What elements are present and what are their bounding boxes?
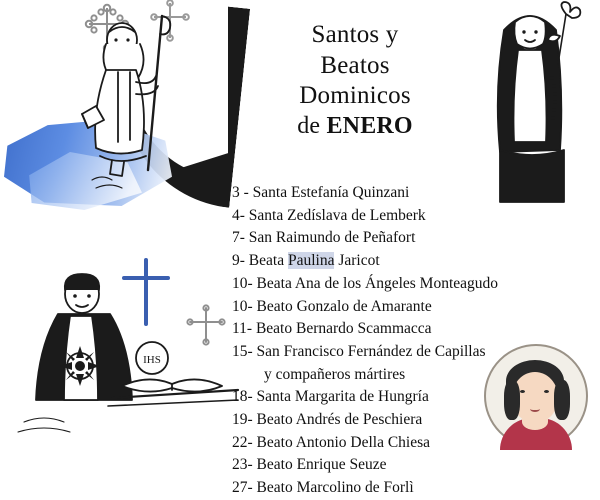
list-item: 10- Beato Gonzalo de Amarante: [232, 297, 432, 315]
list-item-highlight: Paulina: [287, 252, 335, 270]
title-line-1: Santos y: [311, 21, 399, 48]
list-item: 18- Santa Margarita de Hungría: [232, 388, 429, 406]
title-line-4: [230, 112, 480, 141]
list-item: 7- San Raimundo de Peñafort: [232, 229, 416, 247]
portrait-collar: [522, 414, 548, 430]
list-item: 3 - Santa Estefanía Quinzani: [232, 184, 410, 201]
friar-figure-lineart: [70, 10, 220, 215]
medallion-frame: [484, 344, 588, 448]
saint-portrait-medallion: [484, 344, 594, 448]
portrait-eye-left: [520, 390, 525, 393]
portrait-eye-right: [544, 390, 549, 393]
list-item-prefix: 9- Beata: [232, 252, 288, 270]
title-month-prefix: de: [297, 112, 327, 139]
list-item: 27- Beato Marcolino de Forlì: [232, 479, 414, 497]
friar-at-desk-illustration: [0, 250, 240, 450]
title-line-3: Dominicos: [299, 82, 411, 109]
list-item: 23- Beato Enrique Seuze: [232, 456, 387, 474]
list-item: 19- Beato Andrés de Peschiera: [232, 411, 423, 429]
title-month: ENERO: [326, 112, 413, 139]
saints-list: [232, 182, 598, 500]
portrait-hair-right: [554, 380, 570, 420]
friar-with-staff-illustration: [0, 0, 230, 230]
list-item-highlighted: [232, 250, 598, 273]
list-item: 4- Santa Zedíslava de Lemberk: [232, 206, 426, 224]
list-item: 15- San Francisco Fernández de Capillas: [232, 342, 486, 360]
title-line-2: Beatos: [320, 51, 390, 79]
list-item: 10- Beata Ana de los Ángeles Monteagudo: [232, 274, 499, 292]
nun-with-lily-illustration: [470, 0, 600, 205]
list-item-continuation: y compañeros mártires: [264, 365, 406, 383]
list-item: 11- Beato Bernardo Scammacca: [232, 320, 432, 338]
page-title: [230, 20, 480, 141]
svg-text:IHS: IHS: [143, 354, 161, 366]
portrait-hair-left: [504, 380, 520, 420]
list-item-suffix: Jaricot: [334, 252, 380, 270]
list-item: 22- Beato Antonio Della Chiesa: [232, 433, 431, 451]
portrait-mouth: [530, 406, 540, 412]
